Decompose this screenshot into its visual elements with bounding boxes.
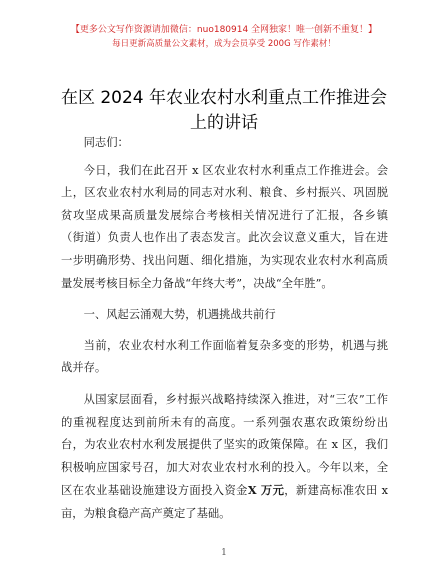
paragraph-intro: 今日，我们在此召开 x 区农业农村水利重点工作推进会。会上，区农业农村水利局的同志对水利、粮食、乡村振兴、巩固脱贫攻坚成果高质量发展综合考核相关情况进行了汇报，各乡镇（街道）负责人也作出了表态发言。此次会议意义重大，旨在进一步明确形势、找出问题、细化措施，为实现农业农村水利高质量发展考核目标全力备战“年终大考”，决战“全年胜”。 <box>61 163 388 290</box>
section-heading-1: 一、风起云涌观大势，机遇挑战共前行 <box>83 308 276 322</box>
paragraph-national-level-tail: ，新建高标准农田 x 亩，为粮食稳产高产奠定了基础。 <box>61 484 388 520</box>
paragraph-national-level-text: 从国家层面看，乡村振兴战略持续深入推进，对“三农”工作的重视程度达到前所未有的高度。一系列强农惠农政策纷纷出台，为农业农村水利发展提供了坚实的政策保障。在 x 区，我们积极响应国家号召，加大对农业农村水利的投入。今年以来，全区在农业基础设施建设方面投入资金 <box>61 392 388 498</box>
paragraph-national-level <box>61 389 388 526</box>
salutation: 同志们： <box>83 136 129 149</box>
document-title: 在区 2024 年农业农村水利重点工作推进会上的讲话 <box>60 88 388 133</box>
paragraph-situation: 当前，农业农村水利工作面临着复杂多变的形势，机遇与挑战并存。 <box>61 338 388 375</box>
promo-banner-line-2: 每日更新高质量公文素材，成为会员享受 200G 写作素材！ <box>112 39 336 49</box>
promo-banner-line-1: 【更多公文写作资源请加微信：nuo180914 全网独家！唯一创新不重复！】 <box>70 25 378 35</box>
investment-amount: X 万元 <box>247 483 285 498</box>
page-number: 1 <box>221 548 227 558</box>
document-body <box>61 132 388 535</box>
